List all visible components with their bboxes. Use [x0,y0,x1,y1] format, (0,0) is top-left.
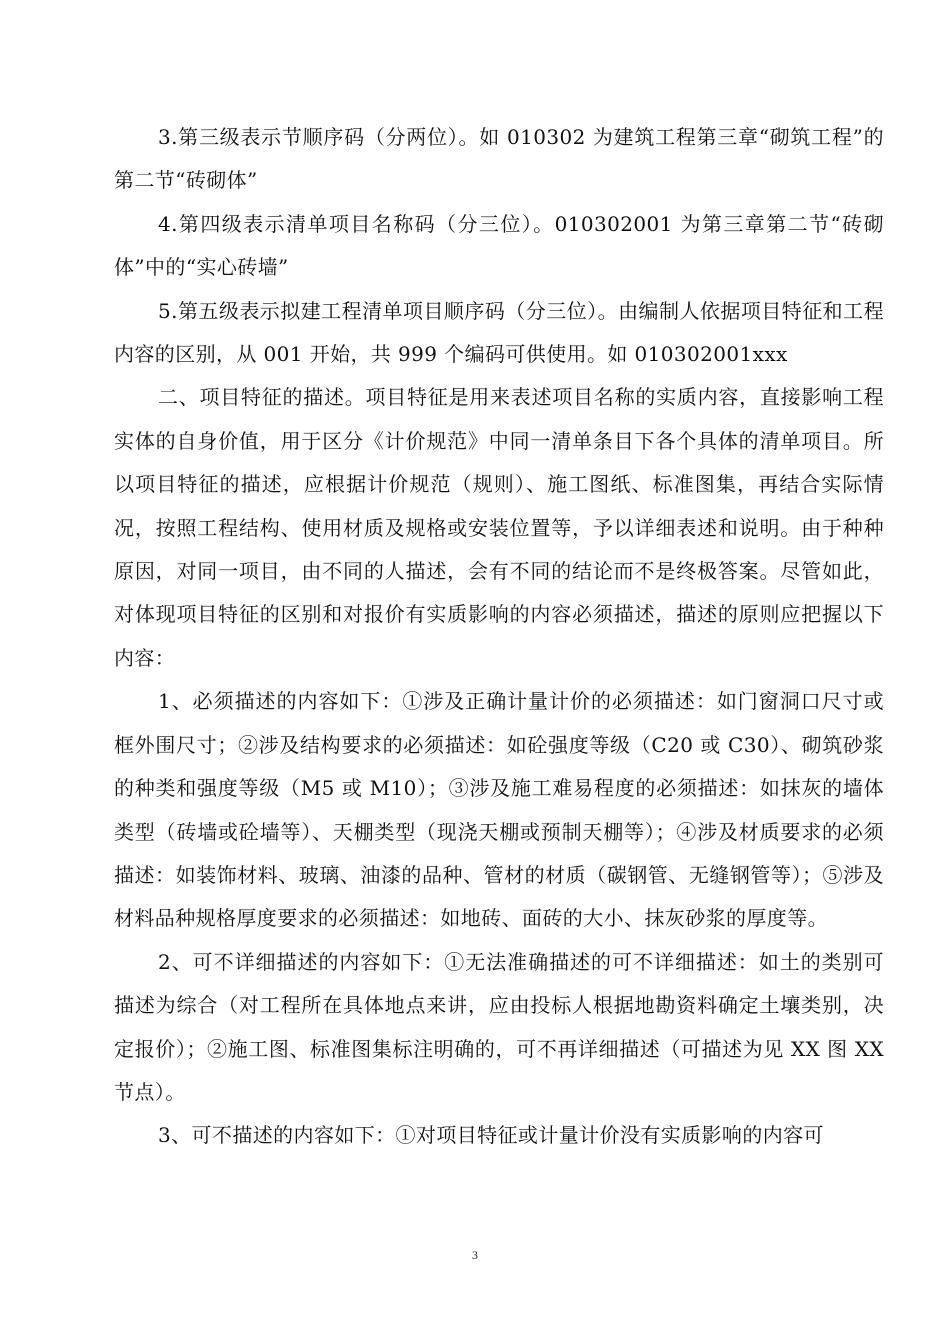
paragraph-no-description: 3、可不描述的内容如下：①对项目特征或计量计价没有实质影响的内容可 [158,1123,824,1148]
paragraph-section-code-level-3: 3.第三级表示节顺序码（分两位）。如 010302 为建筑工程第三章“砌筑工程”的第二节“砖砌体” [114,125,884,193]
paragraph-feature-description: 二、项目特征的描述。项目特征是用来表述项目名称的实质内容，直接影响工程实体的自身价值，用于区分《计价规范》中同一清单条目下各个具体的清单项目。所以项目特征的描述，应根据计价规范（规则）、施工图纸、标准图集，再结合实际情况，按照工程结构、使用材质及规格或安装位置等，予以详细表述和说明。由于种种原因，对同一项目，由不同的人描述，会有不同的结论而不是终极答案。尽管如此，对体现项目特征的区别和对报价有实质影响的内容必须描述，描述的原则应把握以下内容： [114,385,884,670]
paragraph-must-describe: 1、必须描述的内容如下：①涉及正确计量计价的必须描述：如门窗洞口尺寸或框外围尺寸；②涉及结构要求的必须描述：如砼强度等级（C20 或 C30）、砌筑砂浆的种类和强度等级（M5 或 M10）；③涉及施工难易程度的必须描述：如抹灰的墙体类型（砖墙或砼墙等）、天棚类型（现浇天棚或预制天棚等）；④涉及材质要求的必须描述：如装饰材料、玻璃、油漆的品种、管材的材质（碳钢管、无缝钢管等）；⑤涉及材料品种规格厚度要求的必须描述：如地砖、面砖的大小、抹灰砂浆的厚度等。 [114,689,884,931]
paragraph-section-code-level-4: 4.第四级表示清单项目名称码（分三位）。010302001 为第三章第二节“砖砌体”中的“实心砖墙” [114,211,884,280]
paragraph-optional-detail: 2、可不详细描述的内容如下：①无法准确描述的可不详细描述：如土的类别可描述为综合（对工程所在具体地点来讲，应由投标人根据地勘资料确定土壤类别，决定报价）；②施工图、标准图集标注明确的，可不再详细描述（可描述为见 XX 图 XX 节点）。 [114,949,884,1104]
page-number: 3 [472,1248,478,1262]
document-body [114,116,884,1158]
paragraph-section-code-level-5: 5.第五级表示拟建工程清单项目顺序码（分三位）。由编制人依据项目特征和工程内容的区别，从 001 开始，共 999 个编码可供使用。如 010302001xxx [114,298,884,367]
